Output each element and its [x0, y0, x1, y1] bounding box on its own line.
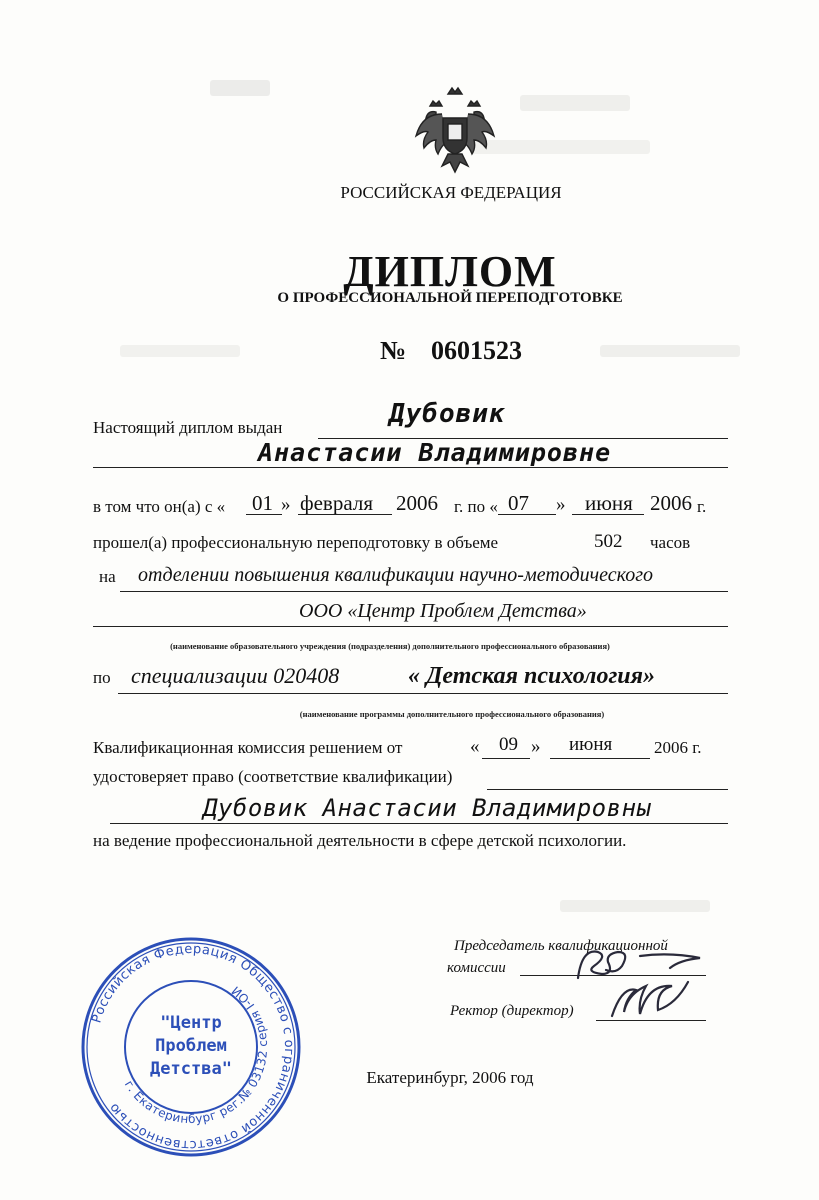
commission-text: Квалификационная комиссия решением от: [93, 738, 403, 757]
organization-stamp: [76, 932, 306, 1162]
commission-month: июня: [569, 734, 613, 755]
institution-caption: (наименование образовательного учреждения (подразделения) дополнительного профессионального образования): [170, 641, 610, 651]
document-subtitle: О ПРОФЕССИОНАЛЬНОЙ ПЕРЕПОДГОТОВКЕ: [277, 290, 623, 306]
period-end-month: июня: [585, 491, 633, 515]
country-name: РОССИЙСКАЯ ФЕДЕРАЦИЯ: [340, 183, 562, 202]
commission-open: «: [470, 736, 480, 757]
issued-underline-2: [93, 467, 728, 468]
program-specialization: специализации 020408: [131, 663, 340, 688]
chair-label-1: Председатель квалификационной: [454, 938, 668, 954]
start-day-underline: [246, 514, 282, 515]
department-line-2: ООО «Центр Проблем Детства»: [299, 600, 587, 622]
department-underline-2: [93, 626, 728, 627]
commission-day-underline: [482, 758, 530, 759]
period-end-day: 07: [508, 491, 529, 515]
stamp-center-line-1: "Центр: [160, 1013, 222, 1033]
place-year: Екатеринбург, 2006 год: [366, 1068, 534, 1087]
commission-close: »: [531, 736, 541, 757]
period-lead: в том что он(а) с «: [93, 497, 226, 516]
stamp-outer-text: Российская Федерация Общество с ограниченной ответственностью: [89, 941, 297, 1153]
issued-label: Настоящий диплом выдан: [93, 418, 283, 437]
start-month-underline: [298, 514, 392, 515]
document-number: 0601523: [431, 336, 522, 365]
period-start-close: »: [281, 494, 291, 515]
program-caption: (наименование программы дополнительного профессионального образования): [299, 709, 605, 719]
training-text: прошел(а) профессиональную переподготовку в объеме: [93, 533, 499, 552]
commission-activity: на ведение профессиональной деятельности в сфере детской психологии.: [93, 831, 627, 850]
rector-signature: [606, 972, 716, 1034]
program-name: « Детская психология»: [408, 663, 656, 689]
department-line-1: отделении повышения квалификации научно-методического: [138, 564, 654, 586]
recipient-name-patronymic: Анастасии Владимировне: [258, 438, 612, 467]
coat-of-arms-icon: [412, 84, 498, 176]
rector-label: Ректор (директор): [450, 1003, 574, 1019]
program-label: по: [93, 668, 111, 687]
certifies-underline: [487, 789, 728, 790]
training-hours-label: часов: [650, 533, 691, 552]
training-hours: 502: [594, 531, 623, 552]
commission-month-underline: [550, 758, 650, 759]
period-end-close: »: [556, 494, 566, 515]
commission-day: 09: [499, 734, 518, 755]
training-on-label: на: [99, 567, 116, 586]
stamp-center-line-3: Детства": [150, 1059, 232, 1079]
period-start-year: 2006: [396, 491, 438, 515]
holder-underline: [110, 823, 728, 824]
stamp-center-line-2: Проблем: [155, 1036, 227, 1056]
chair-label-2: комиссии: [447, 960, 506, 976]
recipient-surname: Дубовик: [389, 399, 506, 429]
stamp-inner-text: г. Екатеринбург рег.№ 03132 серия I-ОИ: [121, 983, 271, 1127]
holder-name: Дубовик Анастасии Владимировны: [203, 794, 652, 822]
period-mid: г. по «: [454, 497, 498, 516]
end-day-underline: [498, 514, 556, 515]
number-prefix: №: [380, 336, 407, 365]
period-start-day: 01: [252, 491, 273, 515]
period-start-month: февраля: [300, 491, 373, 515]
end-month-underline: [572, 514, 644, 515]
program-underline: [118, 693, 728, 694]
commission-year: 2006 г.: [654, 738, 702, 757]
department-underline-1: [120, 591, 728, 592]
commission-certifies: удостоверяет право (соответствие квалификации): [93, 767, 453, 786]
document-title: ДИПЛОМ: [343, 247, 557, 296]
period-end-year: 2006: [650, 491, 692, 515]
period-end-suffix: г.: [697, 497, 707, 516]
